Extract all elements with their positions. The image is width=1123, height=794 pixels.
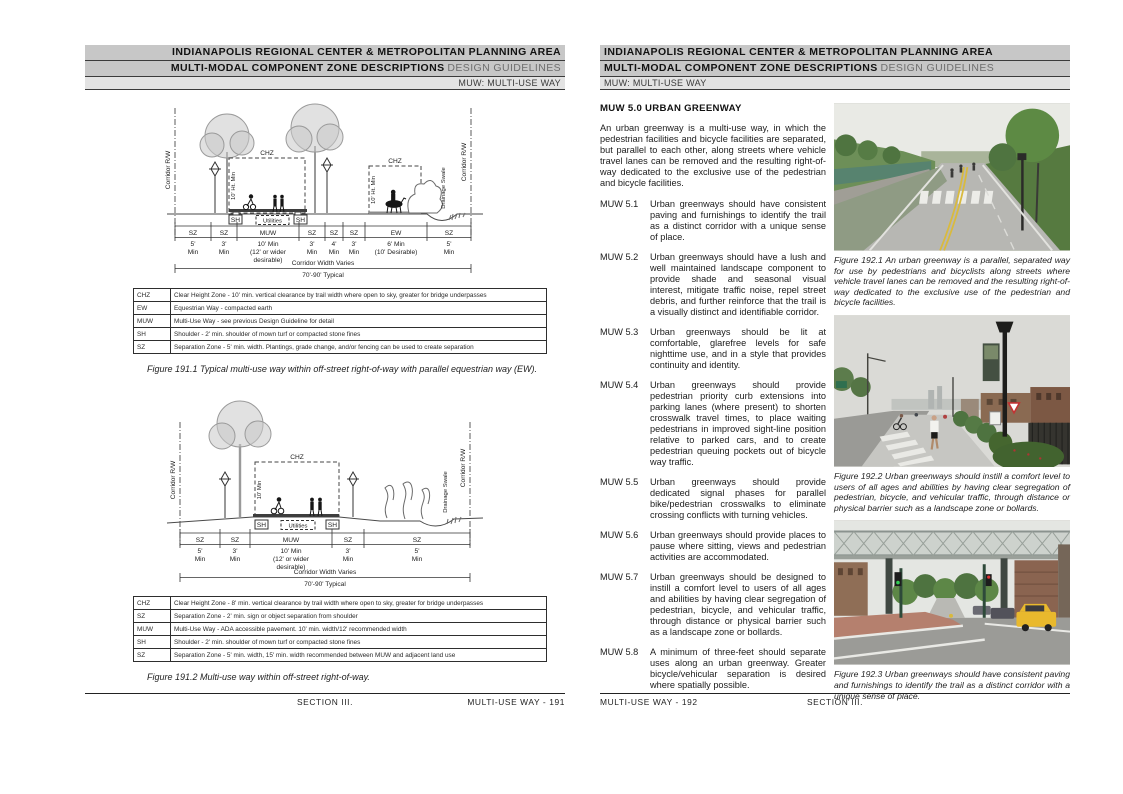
svg-text:desirable): desirable) [253, 257, 283, 264]
zone-abbr: SZ [134, 649, 171, 662]
guideline-text: Urban greenways should provide dedicated signal phases for parallel bike/pedestrian crosswalks to eliminate crossing conflicts with turning vehicles. [650, 477, 826, 520]
sh-box [294, 215, 307, 224]
header-subtitle-bold: MULTI-MODAL COMPONENT ZONE DESCRIPTIONS [604, 62, 878, 74]
zone-dimensions [195, 548, 423, 571]
figure-192-3-photo [834, 520, 1070, 665]
table-row [134, 289, 547, 302]
page-footer [600, 693, 1070, 707]
svg-text:SZ: SZ [307, 230, 317, 237]
footer-spacer [913, 697, 1070, 707]
svg-text:Min: Min [411, 556, 423, 563]
utilities-label: Utilities [288, 523, 308, 530]
header-section-label: MUW: MULTI-USE WAY [85, 77, 565, 90]
svg-text:3': 3' [351, 241, 357, 248]
header-subtitle-light: DESIGN GUIDELINES [880, 62, 995, 74]
guideline-id: MUW 5.2 [600, 252, 639, 262]
figure-192-1-caption: Figure 192.1 An urban greenway is a parallel, separated way for use by pedestrians and bicyclists along streets where vehicle travel lanes can be removed and the resulting right-of-way dedicated to the exclusive use of the pedestrian and bicycle facilities. [834, 255, 1070, 308]
sh-label: SH [327, 522, 338, 529]
table-row [134, 636, 547, 649]
header-title: INDIANAPOLIS REGIONAL CENTER & METROPOLITAN PLANNING AREA [85, 45, 565, 61]
svg-text:(10' Desirable): (10' Desirable) [374, 249, 418, 256]
table-row [134, 597, 547, 610]
guideline-text: Urban greenways should be designed to instill a comfort level to users of all ages and abilities by having clear segregation of pedestrian, bicycle, and vehicular traffic, through distance or physical barrier such as a landscape zone or bollards. [650, 572, 826, 637]
footer-section: SECTION III. [296, 697, 354, 707]
guideline-id: MUW 5.1 [600, 199, 639, 209]
pedestrian-figures [310, 498, 322, 516]
zone-abbr: MUW [134, 315, 171, 328]
svg-text:3': 3' [221, 241, 227, 248]
corridor-rw-label-right: Corridor R/W [460, 448, 467, 488]
figure-191-1-diagram [165, 100, 485, 284]
guideline-item [600, 327, 826, 371]
lamp-post [347, 472, 359, 517]
svg-text:SZ: SZ [343, 537, 353, 544]
guideline-id: MUW 5.6 [600, 530, 639, 540]
svg-text:Min: Min [342, 556, 354, 563]
table-row [134, 341, 547, 354]
footer-spacer [85, 697, 245, 707]
cyclist-figure [243, 195, 255, 210]
guideline-id: MUW 5.8 [600, 647, 639, 657]
lamp-post [219, 472, 231, 518]
drainage-swale-label: Drainage Swale [443, 471, 449, 513]
lamp-post [209, 162, 221, 213]
chz-box-muw [229, 150, 305, 213]
svg-text:3': 3' [309, 241, 315, 248]
figure-192-2-photo [834, 315, 1070, 467]
svg-text:Corridor Width Varies: Corridor Width Varies [293, 569, 357, 576]
chz-height-label: 10' Min [257, 480, 263, 500]
guideline-id: MUW 5.5 [600, 477, 639, 487]
header-section-label: MUW: MULTI-USE WAY [600, 77, 1070, 90]
sh-box [229, 215, 242, 224]
chz-label: CHZ [290, 454, 304, 461]
zone-labels [189, 230, 453, 237]
zone-desc: Multi-Use Way - see previous Design Guideline for detail [171, 315, 547, 328]
svg-text:70'-90' Typical: 70'-90' Typical [304, 581, 346, 588]
sh-label: SH [230, 217, 241, 224]
guideline-item [600, 647, 826, 691]
corridor-width-dimension [175, 260, 471, 279]
drainage-swale-label: Drainage Swale [441, 167, 447, 209]
header-subtitle [600, 61, 1070, 77]
svg-text:MUW: MUW [259, 230, 277, 237]
guideline-text: Urban greenways should have a lush and well maintained landscape component to provide shade and seasonal visual interest, mitigate traffic noise, repel street debris, and further reinforce that the trail is a visually distinct and identifiable corridor. [650, 252, 826, 317]
bushes [385, 482, 430, 519]
section-heading: MUW 5.0 URBAN GREENWAY [600, 103, 742, 114]
figure-191-2-legend-table [133, 596, 547, 662]
guideline-item [600, 572, 826, 638]
figures-column [834, 103, 1070, 708]
page-192 [600, 45, 1070, 707]
corridor-rw-label-left: Corridor R/W [170, 460, 177, 500]
svg-text:(12' or wider: (12' or wider [272, 556, 310, 563]
tree [200, 114, 254, 213]
sh-box [255, 520, 268, 529]
zone-labels [196, 537, 421, 544]
footer-section: SECTION III. [806, 697, 864, 707]
svg-text:10' Min: 10' Min [280, 548, 302, 555]
zone-abbr: SH [134, 328, 171, 341]
zone-abbr: EW [134, 302, 171, 315]
table-row [134, 649, 547, 662]
svg-text:SZ: SZ [219, 230, 229, 237]
utilities-box [256, 216, 289, 225]
svg-text:5': 5' [190, 241, 196, 248]
figure-191-2-caption: Figure 191.2 Multi-use way within off-street right-of-way. [147, 672, 370, 682]
svg-text:Min: Min [306, 249, 318, 256]
sh-label: SH [295, 217, 306, 224]
svg-text:Min: Min [328, 249, 340, 256]
table-row [134, 623, 547, 636]
chz-height-label: 10' Ht. Min [231, 172, 237, 200]
zone-desc: Clear Height Zone - 10' min. vertical clearance by trail width where open to sky, greater for bridge underpasses [171, 289, 547, 302]
svg-text:SZ: SZ [444, 230, 454, 237]
figure-191-2-diagram [165, 400, 485, 592]
header-subtitle-light: DESIGN GUIDELINES [447, 62, 561, 74]
guideline-id: MUW 5.4 [600, 380, 639, 390]
guideline-item [600, 477, 826, 521]
zone-abbr: SZ [134, 610, 171, 623]
zone-abbr: CHZ [134, 289, 171, 302]
svg-text:SZ: SZ [230, 537, 240, 544]
svg-text:SZ: SZ [188, 230, 198, 237]
chz-height-label: 10' Ht. Min [371, 176, 377, 204]
bush [408, 180, 443, 213]
svg-text:(12' or wider: (12' or wider [249, 249, 287, 256]
chz-box [255, 454, 339, 516]
guideline-text: Urban greenways should be lit at comfortable, glarefree levels for safe nighttime use, and in a style that provides continuity and identity. [650, 327, 826, 370]
intro-paragraph: An urban greenway is a multi-use way, in which the pedestrian facilities and bicycle facilities are separated, but parallel to each other, along streets where vehicle travel lanes can be removed and the resulting right-of-way dedicated to the exclusive use of the pedestrian and bicycle facilities. [600, 123, 826, 188]
zone-desc: Equestrian Way - compacted earth [171, 302, 547, 315]
svg-text:Min: Min [229, 556, 241, 563]
page-191 [85, 45, 565, 707]
svg-text:5': 5' [197, 548, 203, 555]
page-header [600, 45, 1070, 90]
muw-path-surface [253, 514, 339, 517]
grass-tufts [447, 517, 461, 524]
sh-label: SH [256, 522, 267, 529]
svg-text:4': 4' [331, 241, 337, 248]
cyclist-figure [271, 498, 284, 514]
svg-text:6' Min: 6' Min [387, 241, 405, 248]
page-header [85, 45, 565, 90]
zone-abbr: SZ [134, 341, 171, 354]
guideline-id: MUW 5.7 [600, 572, 639, 582]
ground-line [167, 214, 483, 221]
zone-desc: Separation Zone - 2' min. sign or object separation from shoulder [171, 610, 547, 623]
svg-text:MUW: MUW [282, 537, 300, 544]
guideline-text: Urban greenways should provide pedestrian priority curb extensions into parking lanes (where present) to shorten crosswalk travel times, to place waiting pedestrians in improved sight-line position relative to parked cars, and to create pedestrian queuing pockets out of bicycle way traffic. [650, 380, 826, 467]
corridor-rw-label-left: Corridor R/W [165, 150, 172, 190]
guideline-text: Urban greenways should have consistent paving and furnishings to identify the trail as a distinct corridor with a unique sense of place. [650, 199, 826, 242]
ground-line [167, 517, 483, 526]
guideline-item [600, 252, 826, 318]
zone-desc: Shoulder - 2' min. shoulder of mown turf or compacted stone fines [171, 636, 547, 649]
figure-192-3-caption: Figure 192.3 Urban greenways should have consistent paving and furnishings to identify the trail as a distinct corridor with a unique sense of place. [834, 669, 1070, 701]
svg-text:SZ: SZ [329, 230, 339, 237]
guidelines-column [600, 103, 826, 708]
zone-desc: Shoulder - 2' min. shoulder of mown turf or compacted stone fines [171, 328, 547, 341]
sh-box [326, 520, 339, 529]
utilities-label: Utilities [263, 218, 282, 225]
svg-text:Min: Min [194, 556, 206, 563]
chz-label: CHZ [260, 150, 274, 157]
footer-page-number: MULTI-USE WAY - 192 [600, 697, 698, 707]
table-row [134, 328, 547, 341]
corridor-rw-label-right: Corridor R/W [461, 142, 468, 182]
lamp-post [321, 158, 333, 213]
figure-191-1-legend-table [133, 288, 547, 354]
footer-page-number: MULTI-USE WAY - 191 [467, 697, 565, 707]
header-subtitle-bold: MULTI-MODAL COMPONENT ZONE DESCRIPTIONS [170, 62, 445, 74]
svg-text:3': 3' [345, 548, 351, 555]
chz-label: CHZ [388, 158, 402, 165]
svg-text:SZ: SZ [349, 230, 359, 237]
svg-text:Corridor Width Varies: Corridor Width Varies [291, 260, 355, 267]
svg-text:70'-90' Typical: 70'-90' Typical [302, 272, 344, 279]
dimension-lines [180, 529, 470, 548]
svg-text:EW: EW [390, 230, 402, 237]
guideline-text: A minimum of three-feet should separate uses along an urban greenway. Greater bicycle/vehicular separation is desired where spatially possible. [650, 647, 826, 690]
zone-abbr: CHZ [134, 597, 171, 610]
guideline-item [600, 199, 826, 243]
svg-text:Min: Min [443, 249, 455, 256]
table-row [134, 315, 547, 328]
figure-191-1-caption: Figure 191.1 Typical multi-use way within off-street right-of-way with parallel equestrian way (EW). [147, 364, 537, 374]
svg-text:5': 5' [414, 548, 420, 555]
zone-desc: Separation Zone - 5' min. width, 15' min. width recommended between MUW and adjacent land use [171, 649, 547, 662]
table-row [134, 302, 547, 315]
svg-text:Min: Min [218, 249, 230, 256]
table-row [134, 610, 547, 623]
zone-desc: Clear Height Zone - 8' min. vertical clearance by trail width where open to sky, greater for bridge underpasses [171, 597, 547, 610]
zone-desc: Separation Zone - 5' min. width. Plantings, grade change, and/or fencing can be used to create separation [171, 341, 547, 354]
zone-desc: Multi-Use Way - ADA accessible pavement. 10' min. width/12' recommended width [171, 623, 547, 636]
utilities-box [281, 521, 315, 530]
svg-text:SZ: SZ [195, 537, 205, 544]
header-subtitle [85, 61, 565, 77]
guideline-id: MUW 5.3 [600, 327, 639, 337]
svg-text:Min: Min [348, 249, 360, 256]
svg-text:Min: Min [187, 249, 199, 256]
figure-192-2-caption: Figure 192.2 Urban greenways should instill a comfort level to users of all ages and abilities by having clear segregation of pedestrian, bicycle, and vehicular traffic, through distance or physical barrier such as a landscape zone or bollards. [834, 470, 1070, 513]
guideline-item [600, 530, 826, 563]
svg-text:desirable): desirable) [276, 564, 306, 571]
figure-192-1-photo [834, 103, 1070, 251]
equestrian-figure [386, 190, 406, 213]
zone-abbr: SH [134, 636, 171, 649]
svg-text:SZ: SZ [412, 537, 422, 544]
guideline-item [600, 380, 826, 468]
zone-abbr: MUW [134, 623, 171, 636]
svg-text:5': 5' [446, 241, 452, 248]
header-title: INDIANAPOLIS REGIONAL CENTER & METROPOLITAN PLANNING AREA [600, 45, 1070, 61]
svg-text:3': 3' [232, 548, 238, 555]
svg-text:10' Min: 10' Min [257, 241, 279, 248]
page-footer [85, 693, 565, 707]
corridor-width-dimension [180, 569, 470, 588]
guideline-text: Urban greenways should provide places to pause where sitting, views and pedestrian activities are accommodated. [650, 530, 826, 562]
